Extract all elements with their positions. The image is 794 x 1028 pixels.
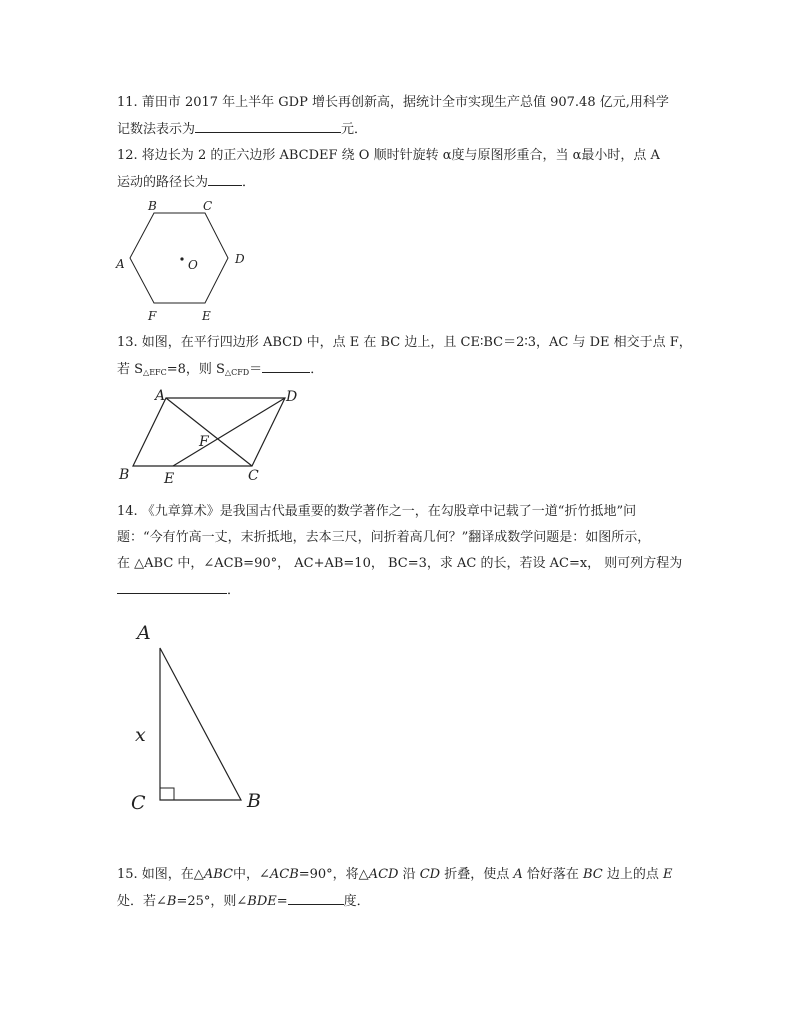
q15-math: BC [583, 867, 603, 882]
q15-text: 边上的点 [602, 867, 664, 882]
hexagon [130, 213, 228, 303]
q11-line2 [117, 120, 367, 139]
q13-sub-cfd: △CFD [224, 368, 250, 377]
label-a: A [137, 622, 151, 644]
diagonal-ac [166, 398, 252, 466]
q15-math: ACD [368, 867, 399, 882]
label-a: A [155, 388, 166, 404]
q14-line2: 题：“今有竹高一丈，末折抵地，去本三尺，问折着高几何？”翻译成数学问题是：如图所示， [117, 530, 651, 545]
label-c: C [248, 468, 259, 484]
q14-answer-blank [117, 581, 227, 594]
label-x: x [135, 724, 146, 746]
q15-line1 [117, 866, 673, 884]
right-angle-mark [160, 788, 174, 800]
q15-answer-blank [288, 892, 344, 905]
label-c: C [131, 792, 146, 814]
q13-line2-a: 若 S [117, 362, 144, 377]
q13-line2-c: ＝ [249, 362, 263, 377]
q15-text: 折叠，使点 [440, 867, 514, 882]
q15-math: E [663, 867, 673, 882]
label-f: F [148, 309, 157, 323]
label-b: B [119, 467, 130, 483]
q13-line2 [117, 360, 323, 382]
q11-answer-blank [195, 120, 341, 133]
q14-triangle-figure [125, 618, 275, 818]
q13-sub-efc: △EFC [143, 368, 167, 377]
q12-line1: 12. 将边长为 2 的正六边形 ABCDEF 绕 O 顺时针旋转 α度与原图形重合，当 α最小时，点 A [117, 148, 660, 163]
center-point [180, 257, 183, 260]
label-b: B [247, 790, 261, 812]
q13-line1: 13. 如图，在平行四边形 ABCD 中，点 E 在 BC 边上，且 CE∶BC＝2∶3，AC 与 DE 相交于点 F， [117, 335, 692, 350]
label-d: D [235, 252, 245, 266]
q12-answer-blank [208, 173, 242, 186]
q14-line1: 14. 《九章算术》是我国古代最重要的数学著作之一，在勾股章中记载了一道“折竹抵地”问 [117, 504, 637, 519]
label-e: E [164, 471, 175, 487]
q15-text: 度． [343, 894, 370, 909]
q15-math: BDE [247, 894, 277, 909]
label-c: C [203, 199, 213, 213]
q13-line2-post: ． [310, 362, 324, 377]
label-o: O [188, 258, 198, 272]
q11-line1: 11. 莆田市 2017 年上半年 GDP 增长再创新高，据统计全市实现生产总值 907.48 亿元,用科学 [117, 95, 669, 110]
q15-math: B [166, 894, 177, 909]
q15-text: 15. 如图，在△ [117, 867, 204, 882]
label-d: D [286, 389, 298, 405]
q15-text: = [276, 894, 288, 909]
q15-math: ACB [269, 867, 299, 882]
q15-text: =90°，将△ [298, 867, 369, 882]
label-f: F [199, 434, 209, 450]
q13-answer-blank [262, 360, 310, 373]
q11-line2-post: 元． [341, 122, 368, 137]
q12-line2-post: ． [242, 175, 256, 190]
q13-line2-b: =8，则 S [166, 362, 225, 377]
q15-text: 处．若∠ [117, 894, 167, 909]
q14-line4-post: ． [227, 583, 241, 598]
label-e: E [202, 309, 211, 323]
q14-line4 [117, 581, 240, 600]
label-b: B [148, 199, 157, 213]
q15-text: 恰好落在 [522, 867, 584, 882]
q15-text: =25°，则∠ [176, 894, 248, 909]
q15-text: 中，∠ [232, 867, 270, 882]
q12-line2 [117, 173, 255, 192]
q13-parallelogram-figure [112, 388, 312, 488]
q15-math: ABC [203, 867, 233, 882]
q15-math: A [513, 867, 523, 882]
right-triangle [160, 648, 241, 800]
q11-line2-pre: 记数法表示为 [117, 122, 196, 137]
q15-math: CD [419, 867, 441, 882]
label-a: A [116, 257, 125, 271]
q15-text: 沿 [398, 867, 420, 882]
q15-line2 [117, 892, 370, 911]
q14-line3: 在 △ABC 中，∠ACB=90°， AC+AB=10， BC=3，求 AC 的长，若设 AC=x， 则可列方程为 [117, 556, 683, 571]
q12-hexagon-figure [110, 196, 260, 324]
q12-line2-pre: 运动的路径长为 [117, 175, 209, 190]
